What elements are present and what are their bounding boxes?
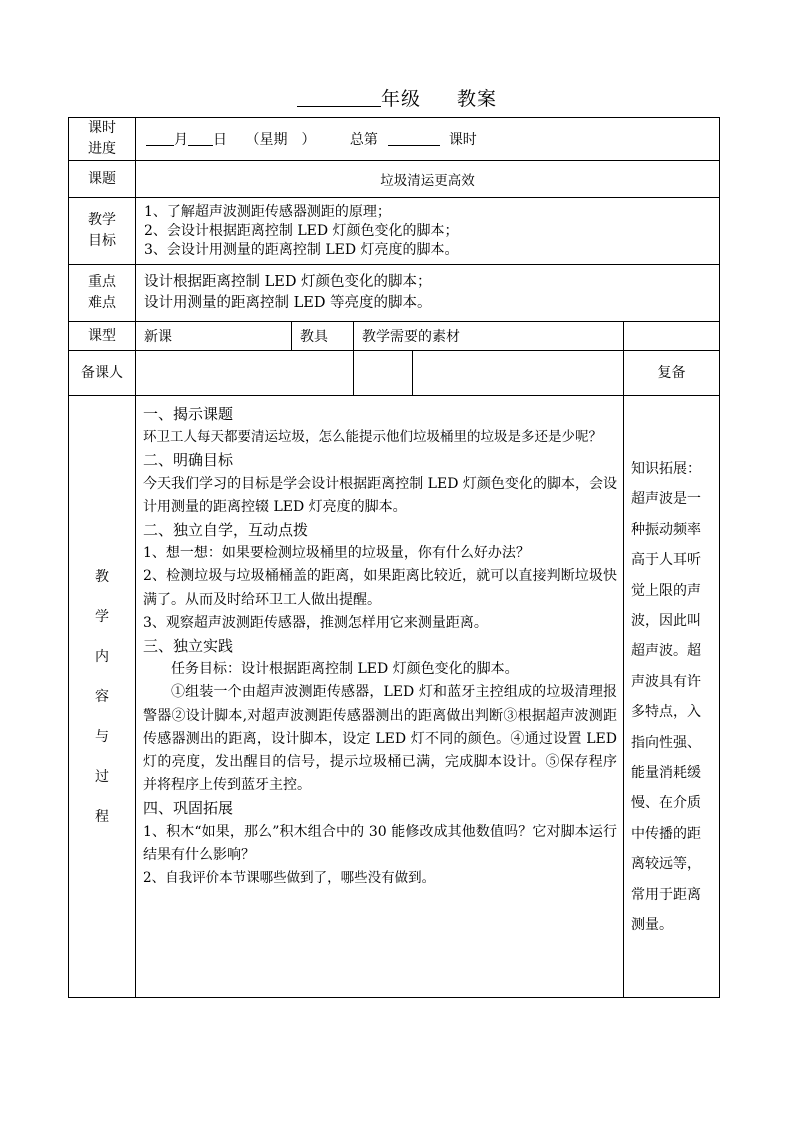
content-label-char: 内: [95, 648, 109, 665]
preparer-cell-1: [136, 351, 354, 396]
course-type-row: [69, 322, 720, 351]
content-label: [69, 396, 136, 998]
page-title: [0, 84, 794, 111]
section-text: 1、积木“如果，那么”积木组合中的 30 能修改成其他数值吗？它对脚本运行结果有什么影响？: [143, 823, 617, 863]
topic-row: [69, 161, 720, 198]
preparer-cell-3: [413, 351, 624, 396]
week-label: （星期: [245, 132, 288, 148]
objective-item: 2、会设计根据距离控制 LED 灯颜色变化的脚本；: [144, 222, 459, 239]
topic-label: 课题: [69, 161, 136, 198]
period-label: 课时: [448, 132, 477, 148]
tools-label: 教具: [292, 322, 354, 351]
content-body: [136, 396, 624, 998]
month-blank: [146, 131, 174, 146]
total-label: 总第: [349, 132, 378, 148]
period-blank: [388, 131, 440, 146]
section-title: 二、独立自学，互动点拨: [143, 521, 309, 540]
content-label-char: 程: [95, 808, 109, 825]
schedule-value: [136, 118, 720, 161]
section-text: 3、观察超声波测距传感器，推测怎样用它来测量距离。: [143, 614, 488, 631]
grade-label: 年级: [380, 88, 421, 110]
preparer-cell-2: [354, 351, 413, 396]
key-point-item: 设计用测量的距离控制 LED 等亮度的脚本。: [144, 295, 432, 311]
content-label-char: 与: [95, 728, 109, 745]
section-text: 1、想一想：如果要检测垃圾桶里的垃圾量，你有什么好办法？: [143, 545, 530, 562]
section-text: 环卫工人每天都要清运垃圾，怎么能提示他们垃圾桶里的垃圾是多还是少呢？: [143, 429, 602, 446]
section-title: 三、独立实践: [143, 637, 234, 656]
month-label: 月: [174, 132, 188, 148]
key-points-list: [136, 265, 720, 322]
lesson-plan-table: [68, 117, 720, 998]
section-title: 四、巩固拓展: [143, 799, 234, 818]
section-text: 今天我们学习的目标是学会设计根据距离控制 LED 灯颜色变化的脚本，会设计用测量的距离控辍 LED 灯亮度的脚本。: [143, 475, 617, 515]
knowledge-extension: 知识拓展：超声波是一种振动频率高于人耳听觉上限的声波，因此叫超声波。超声波具有许多特点，入指向性强、能量消耗缓慢、在介质中传播的距离较远等，常用于距离测量。: [624, 396, 720, 998]
objectives-label: 教学 目标: [69, 198, 136, 265]
course-type-value: 新课: [136, 322, 292, 351]
schedule-row: [69, 118, 720, 161]
section-text: 2、自我评价本节课哪些做到了，哪些没有做到。: [143, 870, 436, 887]
key-point-item: 设计根据距离控制 LED 灯颜色变化的脚本；: [144, 274, 432, 290]
tools-value: 教学需要的素材: [354, 322, 624, 351]
schedule-label: 课时 进度: [69, 118, 136, 161]
content-label-char: 教: [95, 568, 109, 585]
key-points-label: 重点 难点: [69, 265, 136, 322]
objective-item: 3、会设计用测量的距离控制 LED 灯亮度的脚本。: [144, 241, 459, 258]
objective-item: 1、了解超声波测距传感器测距的原理；: [144, 203, 391, 220]
section-text: 任务目标：设计根据距离控制 LED 灯颜色变化的脚本。: [171, 661, 519, 678]
course-type-empty: [624, 322, 720, 351]
objectives-list: [136, 198, 720, 265]
preparer-row: [69, 351, 720, 396]
content-label-char: 容: [95, 688, 109, 705]
objectives-row: [69, 198, 720, 265]
doc-label: 教案: [457, 88, 498, 110]
section-title: 一、揭示课题: [143, 405, 234, 423]
course-type-label: 课型: [69, 322, 136, 351]
day-blank: [188, 131, 213, 146]
section-text: ①组装一个由超声波测距传感器，LED 灯和蓝牙主控组成的垃圾清理报警器②设计脚本,对超声波测距传感器测出的距离做出判断③根据超声波测距传感器测出的距离，设计脚本，设定 LED 灯不同的颜色。④通过设置 LED 灯的亮度，发出醒目的信号，提示垃圾桶已满，完成脚本设计。⑤保存程序并将程序上传到蓝牙主控。: [143, 684, 617, 794]
key-points-row: [69, 265, 720, 322]
section-title: 二、明确目标: [143, 451, 234, 470]
preparer-label: 备课人: [69, 351, 136, 396]
review-label: 复备: [624, 351, 720, 396]
content-label-char: 学: [95, 608, 109, 625]
content-row: [69, 396, 720, 998]
content-label-char: 过: [95, 768, 109, 785]
grade-blank: [297, 88, 381, 107]
section-text: 2、检测垃圾与垃圾桶桶盖的距离，如果距离比较近，就可以直接判断垃圾快满了。从而及时给环卫工人做出提醒。: [143, 568, 617, 608]
topic-value: 垃圾清运更高效: [136, 161, 720, 198]
day-label: 日: [213, 132, 227, 148]
week-close: ）: [301, 132, 316, 148]
